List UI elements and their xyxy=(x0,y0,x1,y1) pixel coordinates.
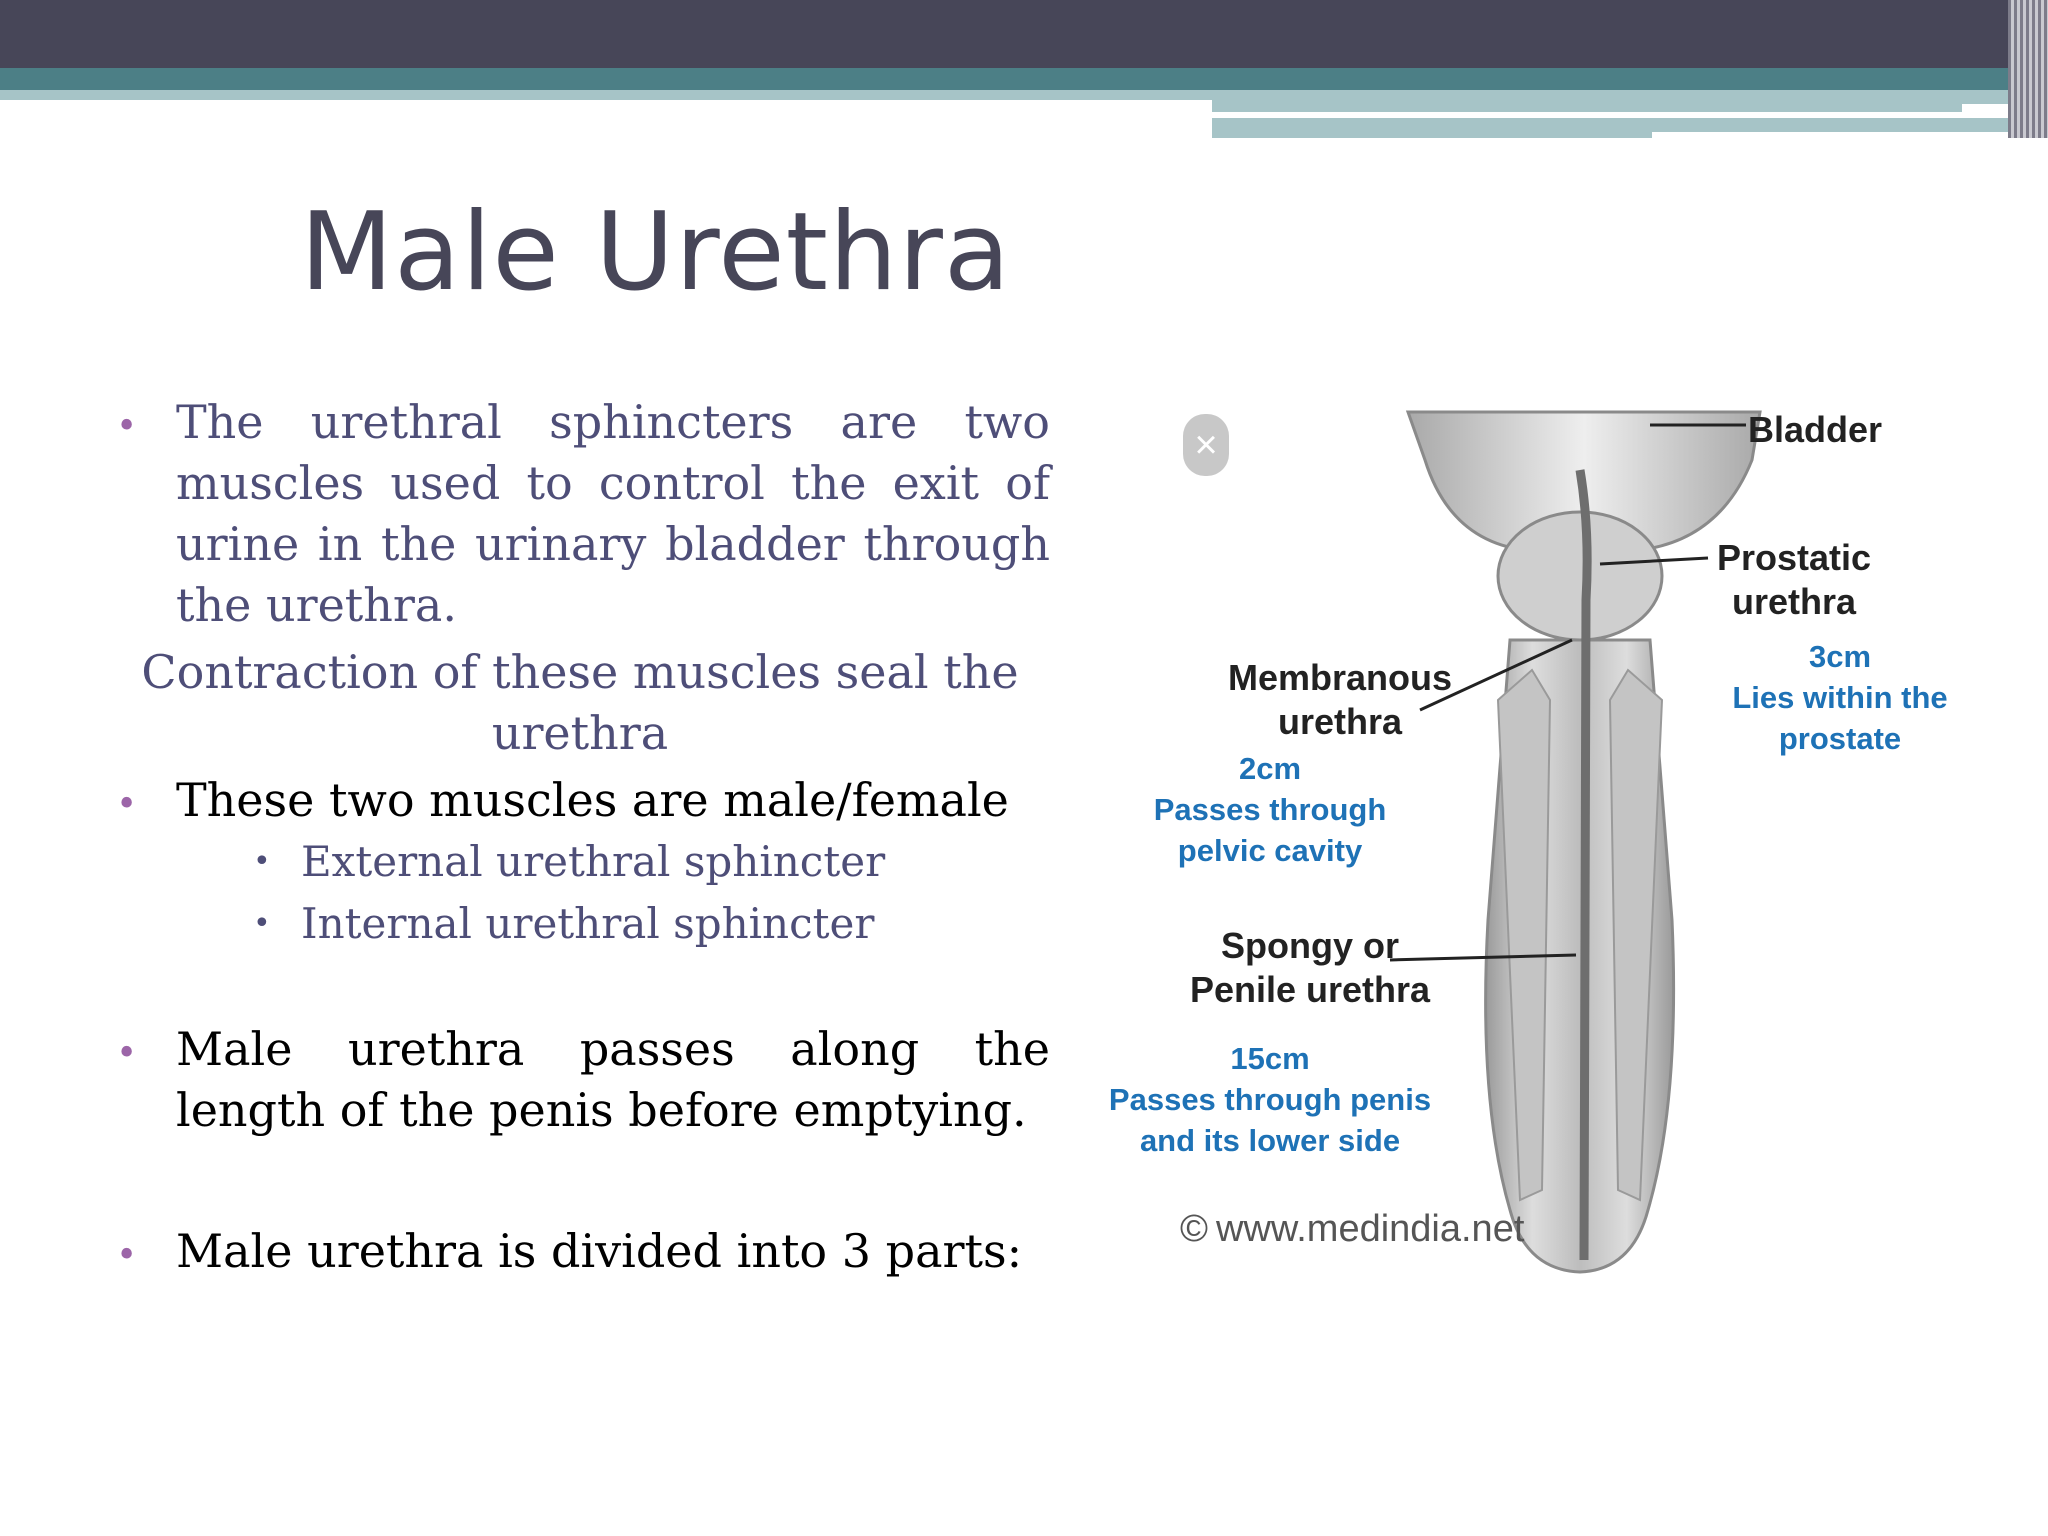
urethra-diagram xyxy=(1080,400,1980,1280)
sub-bullet-text: External urethral sphincter xyxy=(301,837,886,886)
prostatic-label-line2: urethra xyxy=(1731,581,1857,622)
sub-bullet-item xyxy=(110,893,1050,955)
prostate-shape xyxy=(1498,512,1662,640)
header-bar-light xyxy=(1652,118,2012,132)
prostatic-label-line1: Prostatic xyxy=(1716,537,1872,578)
bullet-text: Male urethra is divided into 3 parts: xyxy=(176,1224,1023,1278)
bullet-text: These two muscles are male/female xyxy=(176,773,1009,827)
membranous-note: Passes through xyxy=(1153,792,1387,827)
membranous-note: pelvic cavity xyxy=(1177,833,1363,868)
sub-bullet-item xyxy=(110,831,1050,893)
close-icon: × xyxy=(1183,414,1229,476)
bullet-text: Male urethra passes along the length of the penis before emptying. xyxy=(176,1022,1050,1137)
spongy-note: and its lower side xyxy=(1139,1123,1401,1158)
sub-bullet-text: Internal urethral sphincter xyxy=(301,899,875,948)
spongy-label-line2: Penile urethra xyxy=(1189,969,1431,1010)
header-bar-dark xyxy=(0,0,2048,68)
bullet-continuation: Contraction of these muscles seal the urethra xyxy=(141,645,1019,760)
bullet-text: The urethral sphincters are two muscles used to control the exit of urine in the urinary bladder through the urethra. xyxy=(176,395,1050,632)
bullet-icon: • xyxy=(116,1033,138,1074)
bullet-item xyxy=(110,1221,1050,1282)
sub-bullet-icon: • xyxy=(253,906,271,941)
header-stripes xyxy=(2008,0,2048,138)
bullet-item xyxy=(110,770,1050,831)
header-bar-light xyxy=(1212,104,1962,112)
membranous-length: 2cm xyxy=(1238,751,1302,786)
header-bar-light xyxy=(1212,118,1652,138)
header-bar-light xyxy=(1212,90,2048,104)
slide-body xyxy=(110,392,1050,1282)
watermark: www.medindia.net xyxy=(1216,1208,1525,1250)
membranous-label-line1: Membranous xyxy=(1227,657,1453,698)
prostatic-length: 3cm xyxy=(1808,639,1872,674)
bullet-icon: • xyxy=(116,1235,138,1276)
bullet-icon: • xyxy=(116,784,138,825)
bladder-label: Bladder xyxy=(1748,409,1883,450)
spongy-label-line1: Spongy or xyxy=(1221,925,1399,966)
slide-title: Male Urethra xyxy=(300,190,1012,315)
header-bar-teal xyxy=(0,68,2048,90)
bullet-item xyxy=(110,392,1050,636)
spongy-length: 15cm xyxy=(1230,1041,1310,1076)
watermark-copyright-icon: © xyxy=(1180,1208,1208,1250)
prostatic-note: prostate xyxy=(1778,721,1902,756)
bullet-item xyxy=(110,1019,1050,1141)
sub-bullet-icon: • xyxy=(253,844,271,879)
membranous-label-line2: urethra xyxy=(1277,701,1403,742)
spongy-note: Passes through penis xyxy=(1108,1082,1432,1117)
prostatic-note: Lies within the xyxy=(1732,680,1948,715)
bullet-icon: • xyxy=(116,406,138,447)
header-bar-light xyxy=(0,90,1212,100)
